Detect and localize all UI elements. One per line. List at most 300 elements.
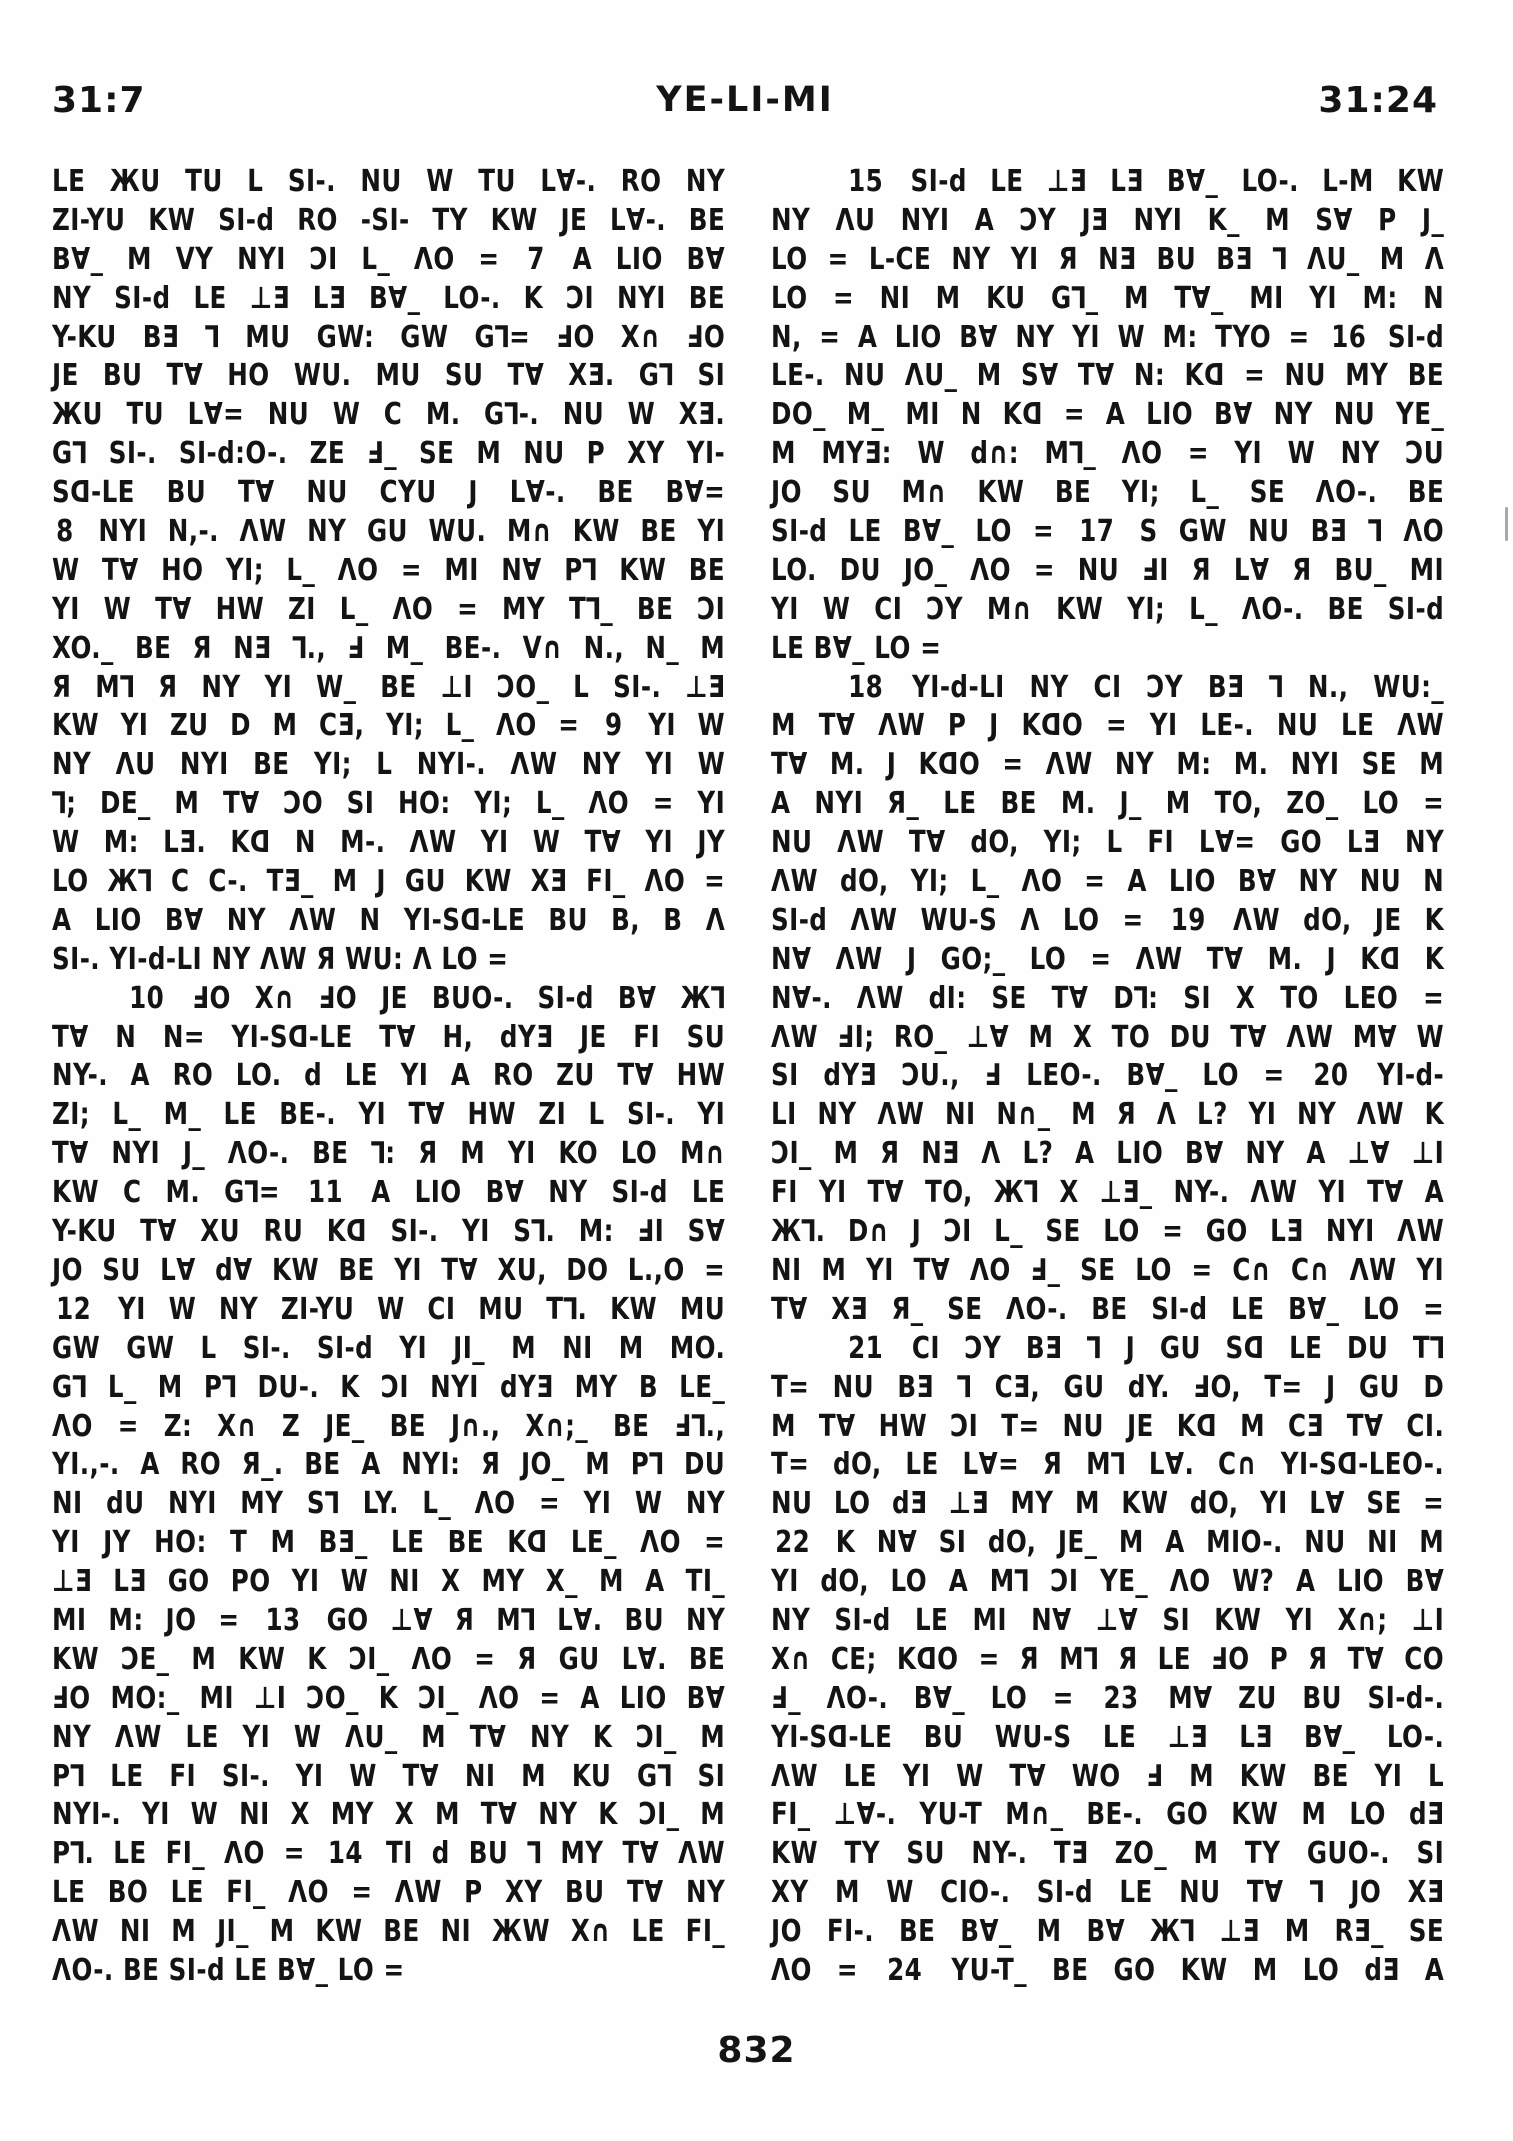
word: NYI — [430, 1369, 479, 1405]
text-line — [52, 1369, 725, 1408]
word: BE — [636, 591, 674, 627]
word: P⅂ — [52, 1758, 85, 1794]
word: = — [978, 1641, 1000, 1677]
word: YI — [1259, 1486, 1288, 1522]
word: ⊥∀ — [1095, 1602, 1139, 1638]
word: LE — [771, 630, 805, 666]
word: A — [857, 319, 878, 355]
text-line — [771, 280, 1444, 319]
word: HW — [878, 1408, 928, 1444]
word: ΛO — [1403, 514, 1445, 550]
word: ƆE_ — [121, 1641, 170, 1677]
word: M — [269, 1914, 295, 1950]
word: ƆI_ — [418, 1680, 459, 1716]
word: LE — [914, 1602, 949, 1638]
word: ZU — [1238, 1680, 1277, 1716]
word: HO: — [154, 1525, 207, 1561]
page-title: YE-LI-MI — [656, 80, 834, 120]
word: M. — [1233, 747, 1269, 783]
word: BE — [1407, 475, 1445, 511]
word: XY — [627, 436, 665, 472]
word: B∀_ — [813, 630, 865, 666]
word: NY — [581, 747, 622, 783]
word: L∀. — [1148, 1447, 1195, 1483]
word: = — [1063, 397, 1085, 433]
text-line — [771, 1602, 1444, 1641]
word: MU — [478, 1291, 524, 1327]
word: A — [948, 1564, 969, 1600]
word: B∀_ — [52, 241, 104, 277]
word: = — [1105, 708, 1127, 744]
word: S — [1139, 514, 1158, 550]
word: ΛU — [835, 202, 876, 238]
word: Ⅎ⅂., — [674, 1408, 726, 1444]
word: P — [1378, 202, 1397, 238]
word: KW — [619, 552, 667, 588]
word: N — [960, 397, 982, 433]
word: M. — [829, 747, 865, 783]
word: ΛO — [1021, 864, 1063, 900]
word: YI; — [1121, 475, 1160, 511]
word: YI — [242, 1719, 271, 1755]
word: YI — [1072, 319, 1100, 355]
word: HO — [161, 552, 204, 588]
word: JO — [52, 1252, 83, 1288]
word: ZU — [169, 708, 209, 744]
word: P⅂ — [203, 1369, 237, 1405]
word: Я — [1308, 1641, 1328, 1677]
word: = — [704, 1525, 726, 1561]
word: NYI-. — [416, 747, 486, 783]
word: N — [359, 902, 381, 938]
word: T∀ — [908, 825, 946, 861]
word: SI-d — [771, 902, 828, 938]
word: W — [332, 397, 361, 433]
word: SI-d — [834, 1602, 891, 1638]
word: SI-. — [221, 1758, 270, 1794]
word: Я — [1042, 1447, 1063, 1483]
word: HW — [467, 1097, 517, 1133]
word: M: — [103, 825, 139, 861]
word: GO — [1113, 1952, 1156, 1988]
word: CE; — [830, 1641, 877, 1677]
word: M — [771, 436, 796, 472]
word: LO — [1103, 1214, 1140, 1250]
word: HW — [215, 591, 265, 627]
word: KW — [52, 708, 100, 744]
word: K — [835, 1525, 856, 1561]
word: ΛU_ — [904, 358, 958, 394]
text-line — [771, 1135, 1444, 1174]
word: L∀-. — [509, 475, 566, 511]
margin-mark — [1505, 507, 1508, 541]
text-column-left — [52, 163, 725, 1991]
word: YI — [1234, 436, 1263, 472]
text-line — [771, 1446, 1444, 1485]
word: SI — [346, 786, 375, 822]
word: LO — [441, 941, 478, 977]
word: L_ — [422, 1486, 452, 1522]
word: ⅂ — [527, 1836, 542, 1872]
text-line — [771, 1485, 1444, 1524]
word: ΛO — [478, 1680, 520, 1716]
word: K — [598, 1797, 618, 1833]
word: BE-. — [444, 630, 502, 666]
word: SE — [1361, 747, 1397, 783]
word: Ⅎ — [1146, 1758, 1164, 1794]
word: DO_ — [771, 397, 826, 433]
word: = — [920, 630, 942, 666]
word: = — [1033, 552, 1055, 588]
word: KW — [52, 1641, 100, 1677]
text-line — [771, 1874, 1444, 1913]
word: ΛO — [52, 1408, 93, 1444]
word: LO-. — [1386, 1719, 1445, 1755]
word: ΛO-. — [826, 1680, 889, 1716]
word: NYI — [814, 786, 864, 822]
word: X — [1235, 980, 1256, 1016]
word: JO — [771, 1914, 802, 1950]
word: GO — [1166, 1797, 1209, 1833]
text-line — [52, 1758, 725, 1797]
word: NYI — [900, 202, 950, 238]
word: M∩ — [679, 1136, 726, 1172]
word: SE — [1408, 1914, 1445, 1950]
word: M_ — [163, 1097, 202, 1133]
word: ⅂ — [1272, 241, 1287, 277]
text-line — [771, 1641, 1444, 1680]
word: NYI — [168, 1486, 217, 1522]
word: L∀. — [557, 1602, 603, 1638]
word: K — [340, 1369, 360, 1405]
word: XƎ. — [568, 358, 615, 394]
word: B∀ — [959, 319, 998, 355]
word: YI; — [474, 786, 513, 822]
word: MY — [1345, 358, 1389, 394]
word: SI-. — [52, 941, 101, 977]
word: ƆI_ — [638, 1797, 680, 1833]
word: NƎ — [1098, 241, 1137, 277]
word: M — [599, 1564, 624, 1600]
word: NU — [1359, 864, 1402, 900]
word: SU — [906, 1836, 945, 1872]
word: LE_ — [570, 1525, 617, 1561]
word: L — [247, 164, 264, 199]
text-line — [52, 396, 725, 435]
word: B∀ — [1086, 1914, 1126, 1950]
word: L-CE — [868, 241, 932, 277]
word: ZU — [556, 1058, 595, 1094]
word: ƆY — [1146, 669, 1184, 705]
word: A — [1295, 1564, 1316, 1600]
word: M: — [1362, 280, 1398, 316]
verse-number: 23 — [1103, 1680, 1139, 1716]
word: T= — [771, 1447, 810, 1483]
word: LE — [52, 1875, 86, 1911]
word: GU — [1358, 1369, 1400, 1405]
word: NYI — [617, 280, 666, 316]
word: BU — [102, 358, 143, 394]
word: MY — [1010, 1486, 1054, 1522]
word: NU — [1276, 708, 1319, 744]
word: ⅂ — [1309, 1875, 1324, 1911]
word: ZO_ — [1114, 1836, 1168, 1872]
word: M — [585, 1447, 611, 1483]
word: KW — [238, 1641, 286, 1677]
word: FI-. — [826, 1914, 875, 1950]
word: JO — [1350, 1875, 1382, 1911]
word: YI — [697, 786, 726, 822]
word: W — [956, 1758, 984, 1794]
word: G⅂= — [474, 319, 531, 355]
word: Я — [1118, 1641, 1138, 1677]
verse-number: 10 — [129, 980, 165, 1016]
word: MI — [444, 552, 479, 588]
word: LE — [193, 280, 227, 316]
word: NI — [562, 1330, 593, 1366]
word: NU — [1304, 1525, 1346, 1561]
word: CIO-. — [940, 1875, 1011, 1911]
word: LE — [1157, 1641, 1191, 1677]
verse-number: 12 — [56, 1291, 92, 1327]
word: T∀ — [617, 1058, 655, 1094]
word: ΛW — [877, 1097, 925, 1133]
text-line — [52, 435, 725, 474]
word: NY — [1298, 864, 1338, 900]
text-line — [771, 1524, 1444, 1563]
word: YI — [120, 708, 149, 744]
word: BE — [1327, 591, 1364, 627]
word: YI — [295, 1758, 324, 1794]
word: YI — [648, 708, 676, 744]
word: ΛW — [1397, 1214, 1445, 1250]
text-line — [52, 513, 725, 552]
word: dO, — [833, 1447, 882, 1483]
word: A — [361, 1447, 381, 1483]
word: ΛO-. — [1241, 591, 1304, 627]
word: CI — [1093, 669, 1122, 705]
text-line — [52, 669, 725, 708]
word: ZI-YU — [52, 202, 126, 238]
word: LE — [185, 1719, 219, 1755]
word: L — [1428, 1758, 1445, 1794]
word: = — [474, 1641, 496, 1677]
word: RO — [620, 164, 662, 199]
word: NYI — [237, 241, 286, 277]
verse-number: 19 — [1170, 902, 1206, 938]
word: CI — [427, 1291, 456, 1327]
word: SI-d — [316, 1330, 374, 1366]
word: ΛW — [850, 902, 898, 938]
word: NY — [1340, 436, 1380, 472]
word: A — [130, 1058, 151, 1094]
word: ⅂; — [52, 786, 77, 822]
word: L∀= — [187, 397, 245, 433]
word: L_ — [339, 591, 369, 627]
text-line — [771, 1680, 1444, 1719]
word: T∀ — [1077, 358, 1115, 394]
word: L_ — [535, 786, 565, 822]
word: Ж⅂ — [1150, 1914, 1195, 1950]
word: DU-. — [257, 1369, 320, 1405]
text-line — [771, 1213, 1444, 1252]
word: NY — [817, 1097, 857, 1133]
word: ЖU — [52, 397, 103, 433]
word: KW — [1056, 591, 1104, 627]
word: YI- — [686, 436, 726, 472]
word: ℲI; — [837, 1019, 875, 1055]
word: NYI-. — [52, 1797, 122, 1833]
word: L — [200, 1330, 217, 1366]
word: YI; — [1043, 825, 1082, 861]
word: LE — [943, 786, 977, 822]
word: ΛW — [771, 864, 818, 900]
word: ΛW — [1356, 1097, 1404, 1133]
word: M⅂_ — [1044, 436, 1097, 472]
word: S⅂ — [306, 1486, 340, 1522]
word: Y-KU — [52, 1214, 117, 1250]
word: M — [700, 1797, 726, 1833]
word: Y-KU — [52, 319, 117, 355]
text-line — [52, 785, 725, 824]
word: ΛO — [224, 1836, 265, 1872]
word: M — [935, 280, 961, 316]
word: J — [1125, 1330, 1136, 1366]
word: C — [123, 1175, 142, 1211]
word: KO — [558, 1136, 599, 1172]
word: ΛW — [510, 747, 558, 783]
word: JO_ — [520, 1447, 565, 1483]
word: WU-S — [994, 1719, 1072, 1755]
word: = — [1090, 941, 1112, 977]
text-line — [52, 902, 725, 941]
word: YI-Sᗡ-LE — [771, 1719, 893, 1755]
word: BE — [447, 1525, 484, 1561]
word: BE — [613, 1408, 650, 1444]
word: ΛW — [260, 941, 308, 977]
word: T∀ — [1246, 1875, 1284, 1911]
word: ΛO — [588, 786, 630, 822]
word: W — [293, 1719, 322, 1755]
word: XY — [504, 1875, 543, 1911]
word: D — [230, 708, 251, 744]
word: L_ — [994, 1214, 1023, 1250]
word: LE — [691, 1175, 726, 1211]
word: LY. — [362, 1486, 399, 1522]
word: V∩ — [522, 630, 563, 666]
word: FI_ — [771, 1797, 811, 1833]
word: MY — [502, 591, 546, 627]
word: M — [127, 241, 152, 277]
word: SI-. — [287, 164, 336, 199]
word: NY — [1029, 669, 1069, 705]
word: YI — [358, 1097, 387, 1133]
word: M — [1036, 1914, 1062, 1950]
text-column-right — [771, 163, 1444, 1991]
word: GO — [167, 1564, 210, 1600]
word: B∀ — [1405, 1564, 1445, 1600]
word: S∀ — [1020, 358, 1059, 394]
word: LO — [1135, 1252, 1172, 1288]
word: N_ — [645, 630, 680, 666]
text-line — [52, 552, 725, 591]
word: = — [478, 241, 500, 277]
word: M — [421, 1719, 447, 1755]
word: L-M — [1322, 164, 1374, 199]
word: M: — [578, 1214, 614, 1250]
text-line — [52, 1796, 725, 1835]
word: MI — [1409, 552, 1445, 588]
word: Я — [1058, 241, 1079, 277]
header-verse-ref-left: 31:7 — [52, 80, 146, 121]
word: ΛW — [856, 980, 904, 1016]
word: = — [383, 1952, 405, 1988]
word: = — [457, 591, 479, 627]
word: M. — [1060, 786, 1096, 822]
word: J_ — [1119, 786, 1142, 822]
word: A — [771, 786, 791, 822]
word: = — [836, 1952, 858, 1988]
word: T∀ — [379, 1019, 416, 1055]
word: MU — [679, 1291, 726, 1327]
word: LIO — [1337, 1564, 1384, 1600]
word: GO — [1205, 1214, 1248, 1250]
word: LI — [771, 1097, 797, 1133]
word: NU — [1179, 1875, 1221, 1911]
word: Я — [480, 1447, 501, 1483]
word: S⅂. — [513, 1214, 556, 1250]
word: Kᗡ — [1002, 397, 1043, 433]
word: L_ — [286, 552, 316, 588]
word: d∩: — [970, 436, 1020, 472]
word: NƎ — [921, 1136, 960, 1172]
word: NU — [844, 358, 886, 394]
word: G⅂-. — [484, 397, 540, 433]
word: SI-d — [1387, 319, 1445, 355]
word: A — [645, 1564, 665, 1600]
word: N= — [162, 1019, 205, 1055]
word: M — [700, 630, 726, 666]
word: FI_ — [226, 1875, 266, 1911]
word: A — [1424, 1952, 1445, 1988]
word: BE — [253, 747, 290, 783]
text-line — [52, 1213, 725, 1252]
word: ΛO — [411, 1641, 453, 1677]
word: ƆI — [309, 241, 338, 277]
word: T∀ — [408, 1097, 446, 1133]
word: ⅂ — [1086, 1330, 1102, 1366]
word: Ⅎ — [347, 630, 365, 666]
word: J — [989, 708, 999, 744]
word: ƆO_ — [306, 1680, 359, 1716]
word: ZE — [309, 436, 346, 472]
word: ⊥I — [253, 1680, 287, 1716]
word: M — [771, 708, 796, 744]
word: ⊥I — [1411, 1602, 1445, 1638]
word: JE — [381, 980, 408, 1016]
text-line — [771, 1330, 1444, 1369]
word: YI — [394, 1252, 422, 1288]
word: KW — [1239, 1758, 1287, 1794]
word: NYI — [179, 747, 229, 783]
word: Λ — [1156, 1097, 1177, 1133]
word: ⅂ — [1269, 669, 1284, 705]
word: W — [697, 708, 726, 744]
word: P — [586, 436, 606, 472]
word: GO — [1280, 825, 1323, 861]
word: LO — [337, 1952, 375, 1988]
word: A — [1424, 1175, 1445, 1211]
